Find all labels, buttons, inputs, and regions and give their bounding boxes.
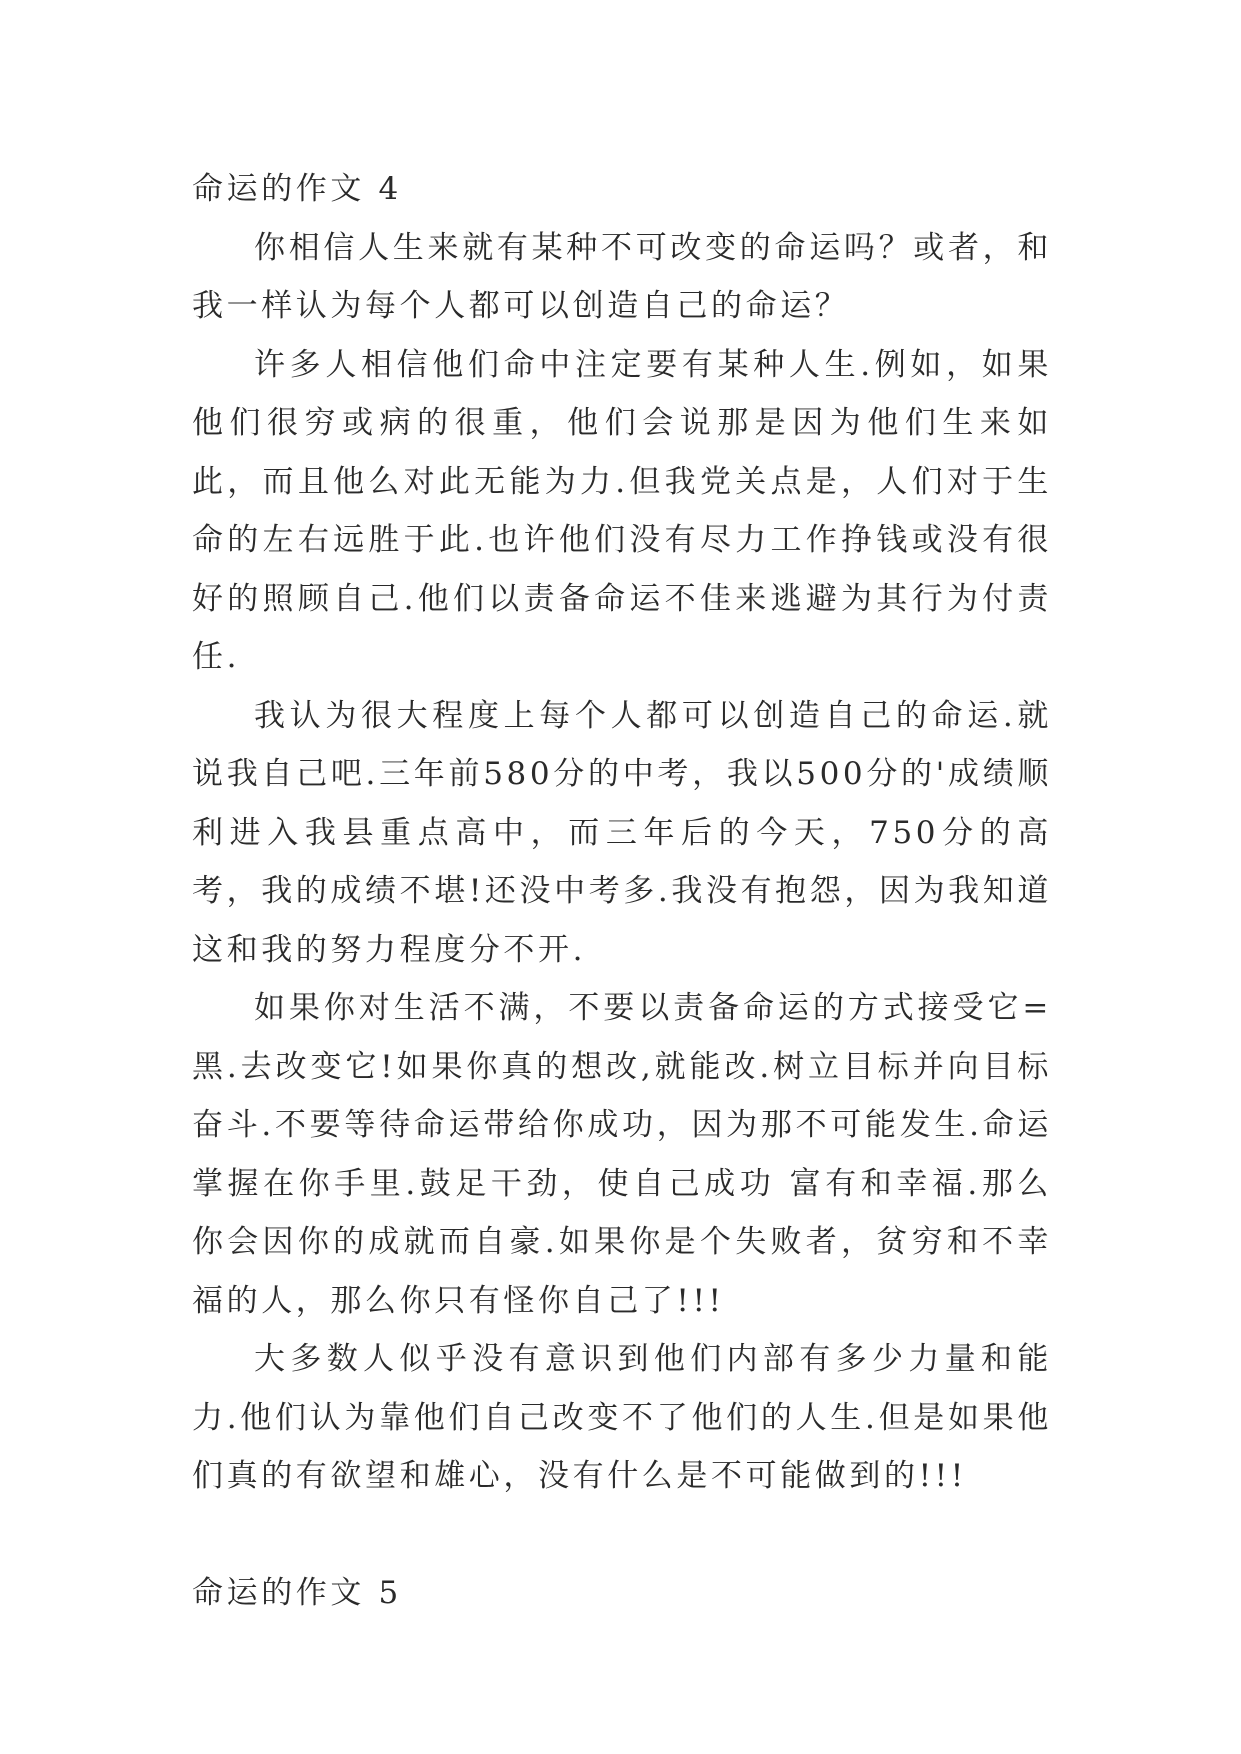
paragraph-3: 我认为很大程度上每个人都可以创造自己的命运.就说我自己吧.三年前580分的中考，我以500分的'成绩顺利进入我县重点高中，而三年后的今天，750分的高考，我的成绩不堪!还没中考多.我没有抱怨，因为我知道这和我的努力程度分不开. bbox=[192, 697, 1052, 968]
section-spacer bbox=[192, 1506, 1052, 1564]
paragraph-5: 大多数人似乎没有意识到他们内部有多少力量和能力.他们认为靠他们自己改变不了他们的人生.但是如果他们真的有欲望和雄心，没有什么是不可能做到的!!! bbox=[192, 1341, 1052, 1494]
document-body bbox=[192, 160, 1052, 1622]
paragraph-1: 你相信人生来就有某种不可改变的命运吗？或者，和我一样认为每个人都可以创造自己的命运？ bbox=[192, 229, 1052, 324]
paragraph-4: 如果你对生活不满，不要以责备命运的方式接受它=黑.去改变它!如果你真的想改,就能改.树立目标并向目标奋斗.不要等待命运带给你成功，因为那不可能发生.命运掌握在你手里.鼓足干劲，使自己成功 富有和幸福.那么你会因你的成就而自豪.如果你是个失败者，贫穷和不幸福的人，那么你只有怪你自己了!!! bbox=[192, 990, 1052, 1319]
section-heading-5: 命运的作文 5 bbox=[192, 1574, 402, 1611]
section-heading-4: 命运的作文 4 bbox=[192, 171, 402, 207]
paragraph-2: 许多人相信他们命中注定要有某种人生.例如，如果他们很穷或病的很重，他们会说那是因为他们生来如此，而且他么对此无能为力.但我党关点是，人们对于生命的左右远胜于此.也许他们没有尽力工作挣钱或没有很好的照顾自己.他们以责备命运不佳来逃避为其行为付责任. bbox=[192, 346, 1052, 675]
